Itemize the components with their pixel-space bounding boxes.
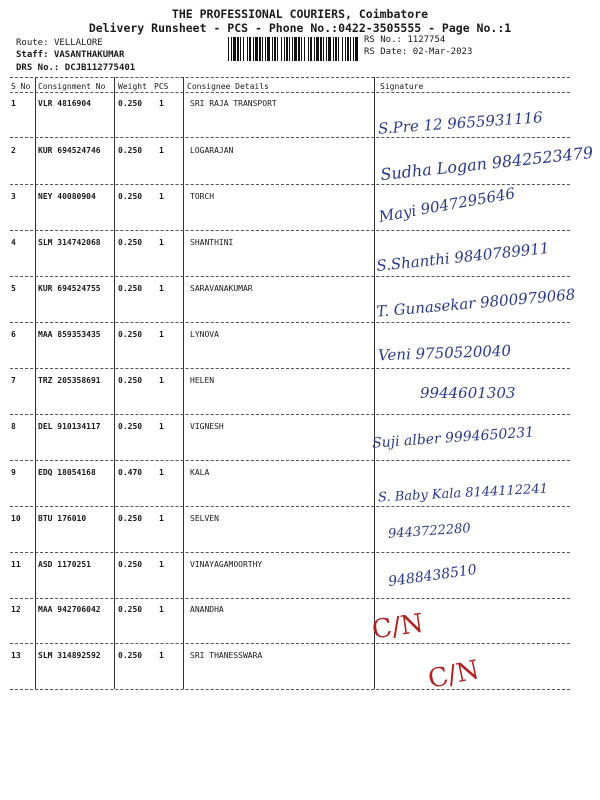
row-separator bbox=[10, 506, 570, 507]
row-separator bbox=[10, 368, 570, 369]
cn-mark: C/N bbox=[425, 654, 482, 696]
row-weight: 0.250 bbox=[118, 238, 143, 247]
table-top-rule bbox=[10, 77, 570, 78]
row-consignment-no: SLM 314892592 bbox=[38, 651, 101, 660]
row-sno: 5 bbox=[11, 284, 16, 293]
row-consignment-no: DEL 910134117 bbox=[38, 422, 101, 431]
row-pcs: 1 bbox=[159, 99, 164, 108]
staff-label: Staff: bbox=[16, 50, 49, 60]
row-weight: 0.250 bbox=[118, 99, 143, 108]
row-pcs: 1 bbox=[159, 422, 164, 431]
row-consignee: SARAVANAKUMAR bbox=[190, 284, 253, 293]
row-sno: 8 bbox=[11, 422, 16, 431]
route-row bbox=[16, 38, 103, 48]
row-consignee: TORCH bbox=[190, 192, 215, 201]
row-pcs: 1 bbox=[159, 146, 164, 155]
row-sno: 13 bbox=[11, 651, 21, 660]
route-label: Route: bbox=[16, 38, 49, 48]
staff-row bbox=[16, 50, 124, 60]
row-weight: 0.250 bbox=[118, 605, 143, 614]
row-signature: Sudha Logan 9842523479 bbox=[379, 142, 595, 185]
drs-row bbox=[16, 63, 135, 73]
row-signature: S.Shanthi 9840789911 bbox=[375, 238, 551, 276]
row-weight: 0.250 bbox=[118, 422, 143, 431]
row-weight: 0.250 bbox=[118, 651, 143, 660]
row-pcs: 1 bbox=[159, 330, 164, 339]
row-separator bbox=[10, 414, 570, 415]
row-signature: 9488438510 bbox=[387, 561, 478, 591]
row-consignee: ANANDHA bbox=[190, 605, 224, 614]
row-consignee: HELEN bbox=[190, 376, 215, 385]
row-consignee: VINAYAGAMOORTHY bbox=[190, 560, 263, 569]
rs-date-label: RS Date: bbox=[364, 47, 408, 57]
cn-mark: C/N bbox=[370, 608, 426, 646]
row-pcs: 1 bbox=[159, 651, 164, 660]
row-consignee: KALA bbox=[190, 468, 210, 477]
row-consignee: LYNOVA bbox=[190, 330, 219, 339]
row-separator bbox=[10, 184, 570, 185]
company-title: THE PROFESSIONAL COURIERS, Coimbatore bbox=[171, 7, 429, 21]
row-weight: 0.250 bbox=[118, 330, 143, 339]
row-pcs: 1 bbox=[159, 376, 164, 385]
row-sno: 10 bbox=[11, 514, 21, 523]
staff-value: VASANTHAKUMAR bbox=[53, 50, 125, 60]
row-separator bbox=[10, 276, 570, 277]
rs-date-value: 02-Mar-2023 bbox=[412, 47, 473, 57]
row-pcs: 1 bbox=[159, 238, 164, 247]
row-sno: 9 bbox=[11, 468, 16, 477]
rs-no-label: RS No.: bbox=[364, 35, 402, 45]
row-consignee: SELVEN bbox=[190, 514, 219, 523]
rs-no-row bbox=[364, 35, 445, 45]
row-sno: 1 bbox=[11, 99, 16, 108]
row-separator bbox=[10, 322, 570, 323]
row-consignment-no: TRZ 205358691 bbox=[38, 376, 101, 385]
row-sno: 7 bbox=[11, 376, 16, 385]
row-consignment-no: KUR 694524746 bbox=[38, 146, 101, 155]
row-consignment-no: NEY 40080904 bbox=[38, 192, 96, 201]
row-consignment-no: MAA 942706042 bbox=[38, 605, 101, 614]
row-signature: T. Gunasekar 9800979068 bbox=[375, 285, 576, 321]
drs-label: DRS No.: bbox=[16, 63, 60, 73]
row-weight: 0.250 bbox=[118, 146, 143, 155]
row-pcs: 1 bbox=[159, 468, 164, 477]
row-weight: 0.250 bbox=[118, 514, 143, 523]
row-signature: S. Baby Kala 8144112241 bbox=[377, 481, 549, 506]
col-header-pcs: PCS bbox=[154, 82, 169, 91]
row-separator bbox=[10, 689, 570, 690]
row-sno: 4 bbox=[11, 238, 16, 247]
row-pcs: 1 bbox=[159, 514, 164, 523]
row-pcs: 1 bbox=[159, 284, 164, 293]
row-weight: 0.250 bbox=[118, 560, 143, 569]
col-header-sno: S No bbox=[11, 82, 31, 91]
row-pcs: 1 bbox=[159, 560, 164, 569]
row-separator bbox=[10, 230, 570, 231]
route-value: VELLALORE bbox=[53, 38, 103, 48]
row-consignment-no: BTU 176010 bbox=[38, 514, 87, 523]
row-separator bbox=[10, 460, 570, 461]
runsheet-title: Delivery Runsheet - PCS - Phone No.:0422-3505555 - Page No.:1 bbox=[88, 21, 512, 35]
col-header-consignee: Consignee Details bbox=[187, 82, 269, 91]
row-consignee: SRI THANESSWARA bbox=[190, 651, 263, 660]
row-consignee: LOGARAJAN bbox=[190, 146, 234, 155]
row-signature: Mayi 9047295646 bbox=[377, 184, 517, 226]
row-separator bbox=[10, 552, 570, 553]
row-sno: 6 bbox=[11, 330, 16, 339]
row-weight: 0.470 bbox=[118, 468, 143, 477]
row-signature: Veni 9750520040 bbox=[377, 341, 512, 365]
row-consignee: SHANTHINI bbox=[190, 238, 234, 247]
row-separator bbox=[10, 137, 570, 138]
row-separator bbox=[10, 643, 570, 644]
row-pcs: 1 bbox=[159, 605, 164, 614]
row-consignee: VIGNESH bbox=[190, 422, 224, 431]
row-weight: 0.250 bbox=[118, 192, 143, 201]
rs-date-row bbox=[364, 47, 472, 57]
barcode bbox=[228, 37, 358, 61]
row-consignment-no: KUR 694524755 bbox=[38, 284, 101, 293]
row-weight: 0.250 bbox=[118, 284, 143, 293]
col-header-weight: Weight bbox=[118, 82, 147, 91]
col-header-consignment: Consignment No bbox=[38, 82, 106, 91]
col-header-signature: Signature bbox=[380, 82, 424, 91]
row-sno: 12 bbox=[11, 605, 21, 614]
row-signature: 9443722280 bbox=[387, 521, 472, 542]
row-consignment-no: EDQ 18054168 bbox=[38, 468, 96, 477]
row-consignment-no: MAA 859353435 bbox=[38, 330, 101, 339]
row-consignee: SRI RAJA TRANSPORT bbox=[190, 99, 277, 108]
drs-value: DCJB112775401 bbox=[64, 63, 136, 73]
row-sno: 3 bbox=[11, 192, 16, 201]
row-signature: Suji alber 9994650231 bbox=[371, 424, 535, 452]
row-separator bbox=[10, 598, 570, 599]
row-pcs: 1 bbox=[159, 192, 164, 201]
row-signature: S.Pre 12 9655931116 bbox=[377, 108, 544, 138]
row-consignment-no: VLR 4816904 bbox=[38, 99, 91, 108]
row-signature: 9944601303 bbox=[420, 384, 516, 402]
table-header-rule bbox=[10, 92, 570, 93]
rs-no-value: 1127754 bbox=[407, 35, 446, 45]
row-sno: 11 bbox=[11, 560, 21, 569]
row-consignment-no: SLM 314742068 bbox=[38, 238, 101, 247]
row-weight: 0.250 bbox=[118, 376, 143, 385]
row-sno: 2 bbox=[11, 146, 16, 155]
row-consignment-no: ASD 1170251 bbox=[38, 560, 91, 569]
